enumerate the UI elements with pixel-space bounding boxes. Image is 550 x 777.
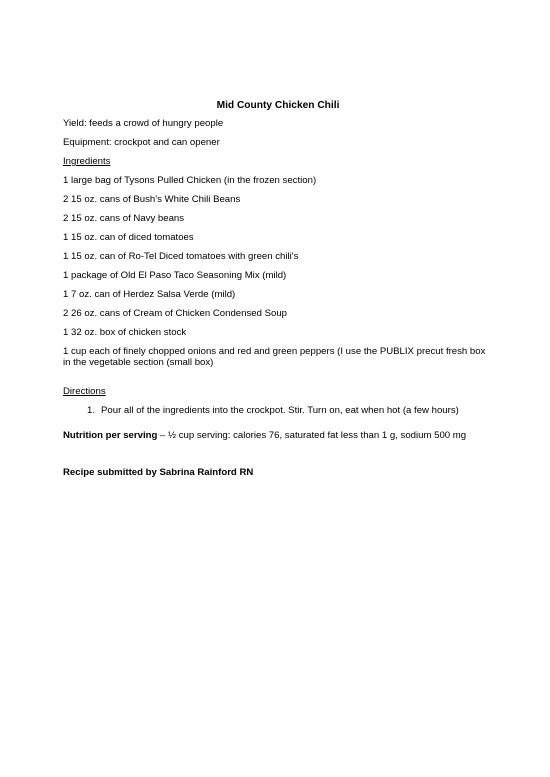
nutrition-label: Nutrition per serving bbox=[63, 430, 158, 441]
recipe-content bbox=[63, 100, 493, 486]
recipe-title: Mid County Chicken Chili bbox=[216, 100, 340, 111]
yield-line: Yield: feeds a crowd of hungry people bbox=[63, 118, 224, 129]
ingredient-item: 2 15 oz. cans of Navy beans bbox=[63, 213, 185, 224]
direction-step bbox=[63, 405, 493, 416]
direction-step-number: 1. bbox=[87, 405, 96, 416]
nutrition-text: – ½ cup serving: calories 76, saturated fat less than 1 g, sodium 500 mg bbox=[157, 430, 467, 441]
ingredient-item: 1 32 oz. box of chicken stock bbox=[63, 327, 187, 338]
direction-step-text: Pour all of the ingredients into the crockpot. Stir. Turn on, eat when hot (a few hours) bbox=[101, 405, 459, 416]
ingredient-item: 1 15 oz. can of Ro-Tel Diced tomatoes with green chili's bbox=[63, 251, 299, 262]
ingredient-item: 1 cup each of finely chopped onions and red and green peppers (I use the PUBLIX precut fresh box in the vegetable section (small box) bbox=[63, 346, 486, 368]
submitted-by: Recipe submitted by Sabrina Rainford RN bbox=[63, 467, 254, 478]
directions-heading: Directions bbox=[63, 386, 106, 397]
ingredient-item: 2 15 oz. cans of Bush's White Chili Beans bbox=[63, 194, 241, 205]
ingredient-item: 1 15 oz. can of diced tomatoes bbox=[63, 232, 194, 243]
ingredient-item: 1 package of Old El Paso Taco Seasoning Mix (mild) bbox=[63, 270, 287, 281]
nutrition-line bbox=[63, 430, 493, 441]
ingredient-item: 1 large bag of Tysons Pulled Chicken (in the frozen section) bbox=[63, 175, 317, 186]
ingredients-list bbox=[63, 175, 493, 368]
ingredient-item: 2 26 oz. cans of Cream of Chicken Condensed Soup bbox=[63, 308, 287, 319]
ingredients-heading: Ingredients bbox=[63, 156, 111, 167]
equipment-line: Equipment: crockpot and can opener bbox=[63, 137, 220, 148]
ingredient-item: 1 7 oz. can of Herdez Salsa Verde (mild) bbox=[63, 289, 236, 300]
